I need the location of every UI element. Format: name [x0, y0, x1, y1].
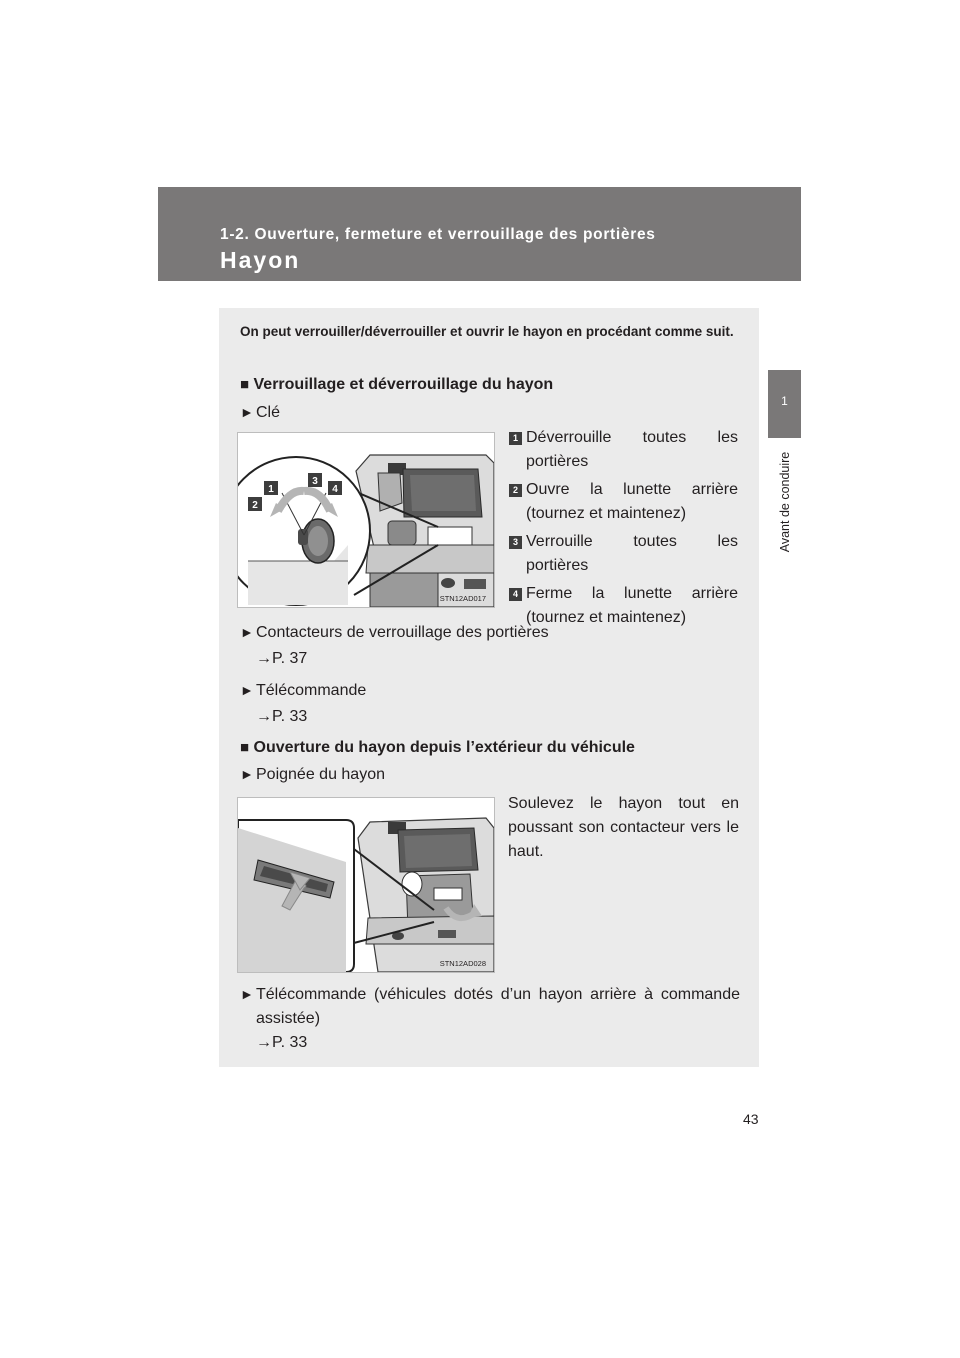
triangle-bullet-icon: ►	[240, 682, 254, 698]
triangle-bullet-icon: ►	[240, 766, 254, 782]
section-heading-exterior	[240, 737, 635, 759]
key-steps	[509, 426, 738, 634]
step-3-line-1: Verrouille toutes les	[526, 533, 738, 550]
triangle-bullet-icon: ►	[240, 404, 254, 420]
bullet-handle-label: Poignée du hayon	[256, 766, 385, 783]
step-2-line-1: Ouvre la lunette arrière	[526, 481, 738, 498]
step-4-line-2: (tournez et maintenez)	[526, 609, 687, 626]
chapter-number: 1	[781, 394, 788, 408]
page-title: Hayon	[220, 247, 301, 273]
bullet-power-remote	[240, 983, 740, 1031]
step-1-line-1: Déverrouille toutes les	[526, 429, 738, 446]
page-header	[158, 187, 801, 281]
step-2-line-2: (tournez et maintenez)	[526, 505, 687, 522]
svg-text:3: 3	[312, 476, 318, 487]
right-arrow-icon: →	[256, 1034, 272, 1051]
handle-description: Soulevez le hayon tout en poussant son contacteur vers le haut.	[508, 795, 739, 860]
figure-tailgate-handle	[237, 797, 495, 973]
triangle-bullet-icon: ►	[240, 986, 254, 1002]
right-arrow-icon: →	[256, 650, 272, 667]
step-4-line-1: Ferme la lunette arrière	[526, 585, 738, 602]
page-number: 43	[743, 1111, 759, 1127]
figure-code: STN12AD017	[439, 594, 486, 603]
section-heading-text: Verrouillage et déverrouillage du hayon	[253, 376, 554, 393]
chapter-label: Avant de conduire	[778, 451, 792, 553]
badge-2-icon: 2	[509, 484, 522, 497]
bullet-handle	[240, 763, 385, 786]
step-3-line-2: portières	[526, 557, 589, 574]
figure-key-cylinder	[237, 432, 495, 608]
figure-code: STN12AD028	[439, 959, 486, 968]
badge-1-icon	[264, 481, 278, 495]
ref-power-remote-page: P. 33	[272, 1034, 308, 1051]
bullet-remote	[240, 679, 366, 702]
section-heading-text: Ouverture du hayon depuis l’extérieur du véhicule	[253, 739, 635, 756]
svg-text:1: 1	[268, 484, 274, 495]
badge-4-icon: 4	[509, 588, 522, 601]
ref-power-remote[interactable]	[256, 1032, 307, 1054]
badge-4-icon	[328, 481, 342, 495]
svg-text:4: 4	[332, 484, 338, 495]
badge-1-icon: 1	[509, 432, 522, 445]
tailgate-handle-illustration	[238, 798, 494, 972]
ref-remote[interactable]	[256, 706, 307, 728]
key-cylinder-illustration	[238, 433, 494, 607]
bullet-power-remote-label: Télécommande (véhicules dotés d’un hayon arrière à commande assistée)	[256, 986, 740, 1027]
section-title: 1-2. Ouverture, fermeture et verrouillage des portières	[220, 226, 656, 243]
square-icon: ■	[240, 376, 250, 393]
badge-3-icon	[308, 473, 322, 487]
square-icon: ■	[240, 739, 250, 756]
bullet-key	[240, 401, 280, 424]
bullet-remote-label: Télécommande	[256, 682, 367, 699]
chapter-tab[interactable]	[768, 370, 801, 438]
step-1	[509, 426, 738, 474]
ref-door-lock[interactable]	[256, 648, 307, 670]
step-3	[509, 530, 738, 578]
step-1-line-2: portières	[526, 453, 589, 470]
step-2	[509, 478, 738, 526]
badge-2-icon	[248, 497, 262, 511]
bullet-door-lock-label: Contacteurs de verrouillage des portières	[256, 624, 549, 641]
bullet-door-lock	[240, 621, 549, 644]
svg-text:2: 2	[252, 500, 258, 511]
content-box	[219, 308, 759, 1067]
section-heading-lock	[240, 374, 553, 396]
ref-remote-page: P. 33	[272, 708, 308, 725]
right-arrow-icon: →	[256, 708, 272, 725]
bullet-key-label: Clé	[256, 404, 281, 421]
intro-text: On peut verrouiller/déverrouiller et ouvrir le hayon en procédant comme suit.	[240, 324, 734, 339]
triangle-bullet-icon: ►	[240, 624, 254, 640]
badge-3-icon: 3	[509, 536, 522, 549]
ref-door-lock-page: P. 37	[272, 650, 308, 667]
